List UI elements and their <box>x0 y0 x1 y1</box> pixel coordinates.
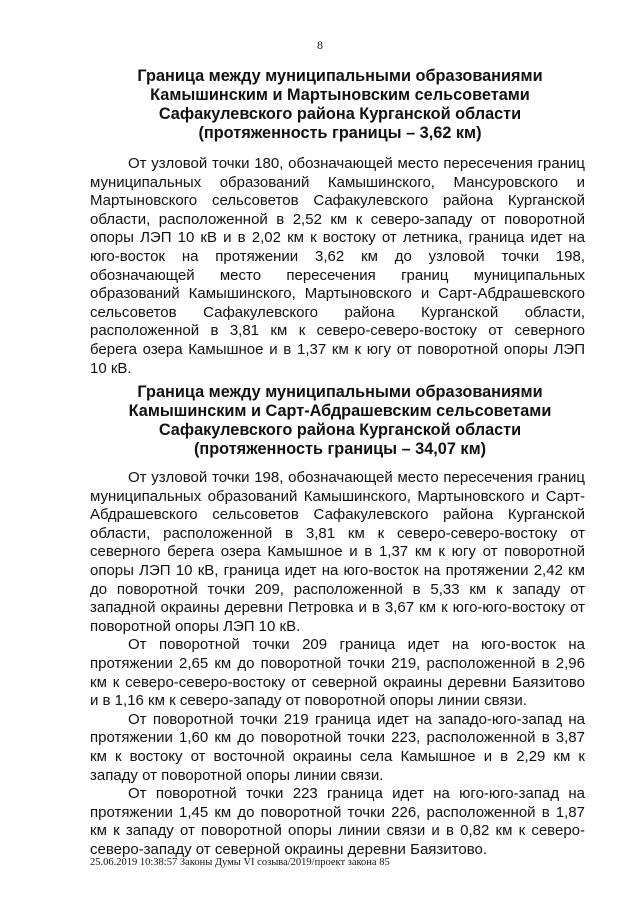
document-footer: 25.06.2019 10:38:57 Законы Думы VI созыва/2019/проект закона 85 <box>90 857 390 868</box>
section-2-heading-line: Сафакулевского района Курганской области <box>158 421 522 439</box>
section-2-paragraph: От поворотной точки 209 граница идет на юго-восток на протяжении 2,65 км до поворотной точки 219, расположенной в 2,96 км к северо-северо-востоку от северной окраины деревни Баязитово и в 1,16 км к северо-западу от поворотной опоры линии связи. <box>90 636 585 710</box>
section-2-heading-line: Камышинским и Сарт-Абдрашевским сельсоветами <box>128 402 552 420</box>
section-2-heading-line: (протяженность границы – 34,07 км) <box>193 440 487 458</box>
page-number: 8 <box>317 38 323 52</box>
section-2-paragraph: От узловой точки 198, обозначающей место пересечения границ муниципальных образований Камышинского, Мартыновского и Сарт-Абдрашевского сельсоветов Сафакулевского района Курганской области, расположенной в 3,81 км к северо-северо-востоку от северного берега озера Камышное и в 1,37 км к югу от поворотной опоры ЛЭП 10 кВ, граница идет на юго-восток на протяжении 2,42 км до поворотной точки 209, расположенной в 5,33 км к западу от западной окраины деревни Петровка и в 3,67 км к юго-юго-востоку от поворотной опоры ЛЭП 10 кВ. <box>90 469 585 635</box>
section-2-paragraph: От поворотной точки 223 граница идет на юго-юго-запад на протяжении 1,45 км до поворотной точки 226, расположенной в 1,87 км к западу от поворотной опоры линии связи и в 0,82 км к северо-северо-западу от северной окраины деревни Баязитово. <box>90 785 585 858</box>
section-1-heading-line: Граница между муниципальными образованиями <box>137 67 543 85</box>
section-1-heading-line: (протяженность границы – 3,62 км) <box>198 124 482 142</box>
section-1-body <box>90 155 585 378</box>
section-2-heading <box>90 383 590 459</box>
section-1-heading-line: Сафакулевского района Курганской области <box>158 105 522 123</box>
section-1-paragraph: От узловой точки 180, обозначающей место пересечения границ муниципальных образований Камышинского, Мансуровского и Мартыновского сельсоветов Сафакулевского района Курганской области, расположенной в 2,52 км к северо-западу от поворотной опоры ЛЭП 10 кВ и в 2,02 км к востоку от летника, граница идет на юго-восток на протяжении 3,62 км до узловой точки 198, обозначающей место пересечения границ муниципальных образований Камышинского, Мартыновского и Сарт-Абдрашевского сельсоветов Сафакулевского района Курганской области, расположенной в 3,81 км к северо-северо-востоку от северного берега озера Камышное и в 1,37 км к югу от поворотной опоры ЛЭП 10 кВ. <box>90 155 585 377</box>
section-1-heading <box>90 67 590 143</box>
section-2-heading-line: Граница между муниципальными образованиями <box>137 383 543 401</box>
section-2-body <box>90 469 585 859</box>
section-2-paragraph: От поворотной точки 219 граница идет на западо-юго-запад на протяжении 1,60 км до поворотной точки 223, расположенной в 3,87 км к востоку от восточной окраины села Камышное и в 2,29 км к западу от поворотной опоры линии связи. <box>90 710 585 784</box>
section-1-heading-line: Камышинским и Мартыновским сельсоветами <box>150 86 530 104</box>
